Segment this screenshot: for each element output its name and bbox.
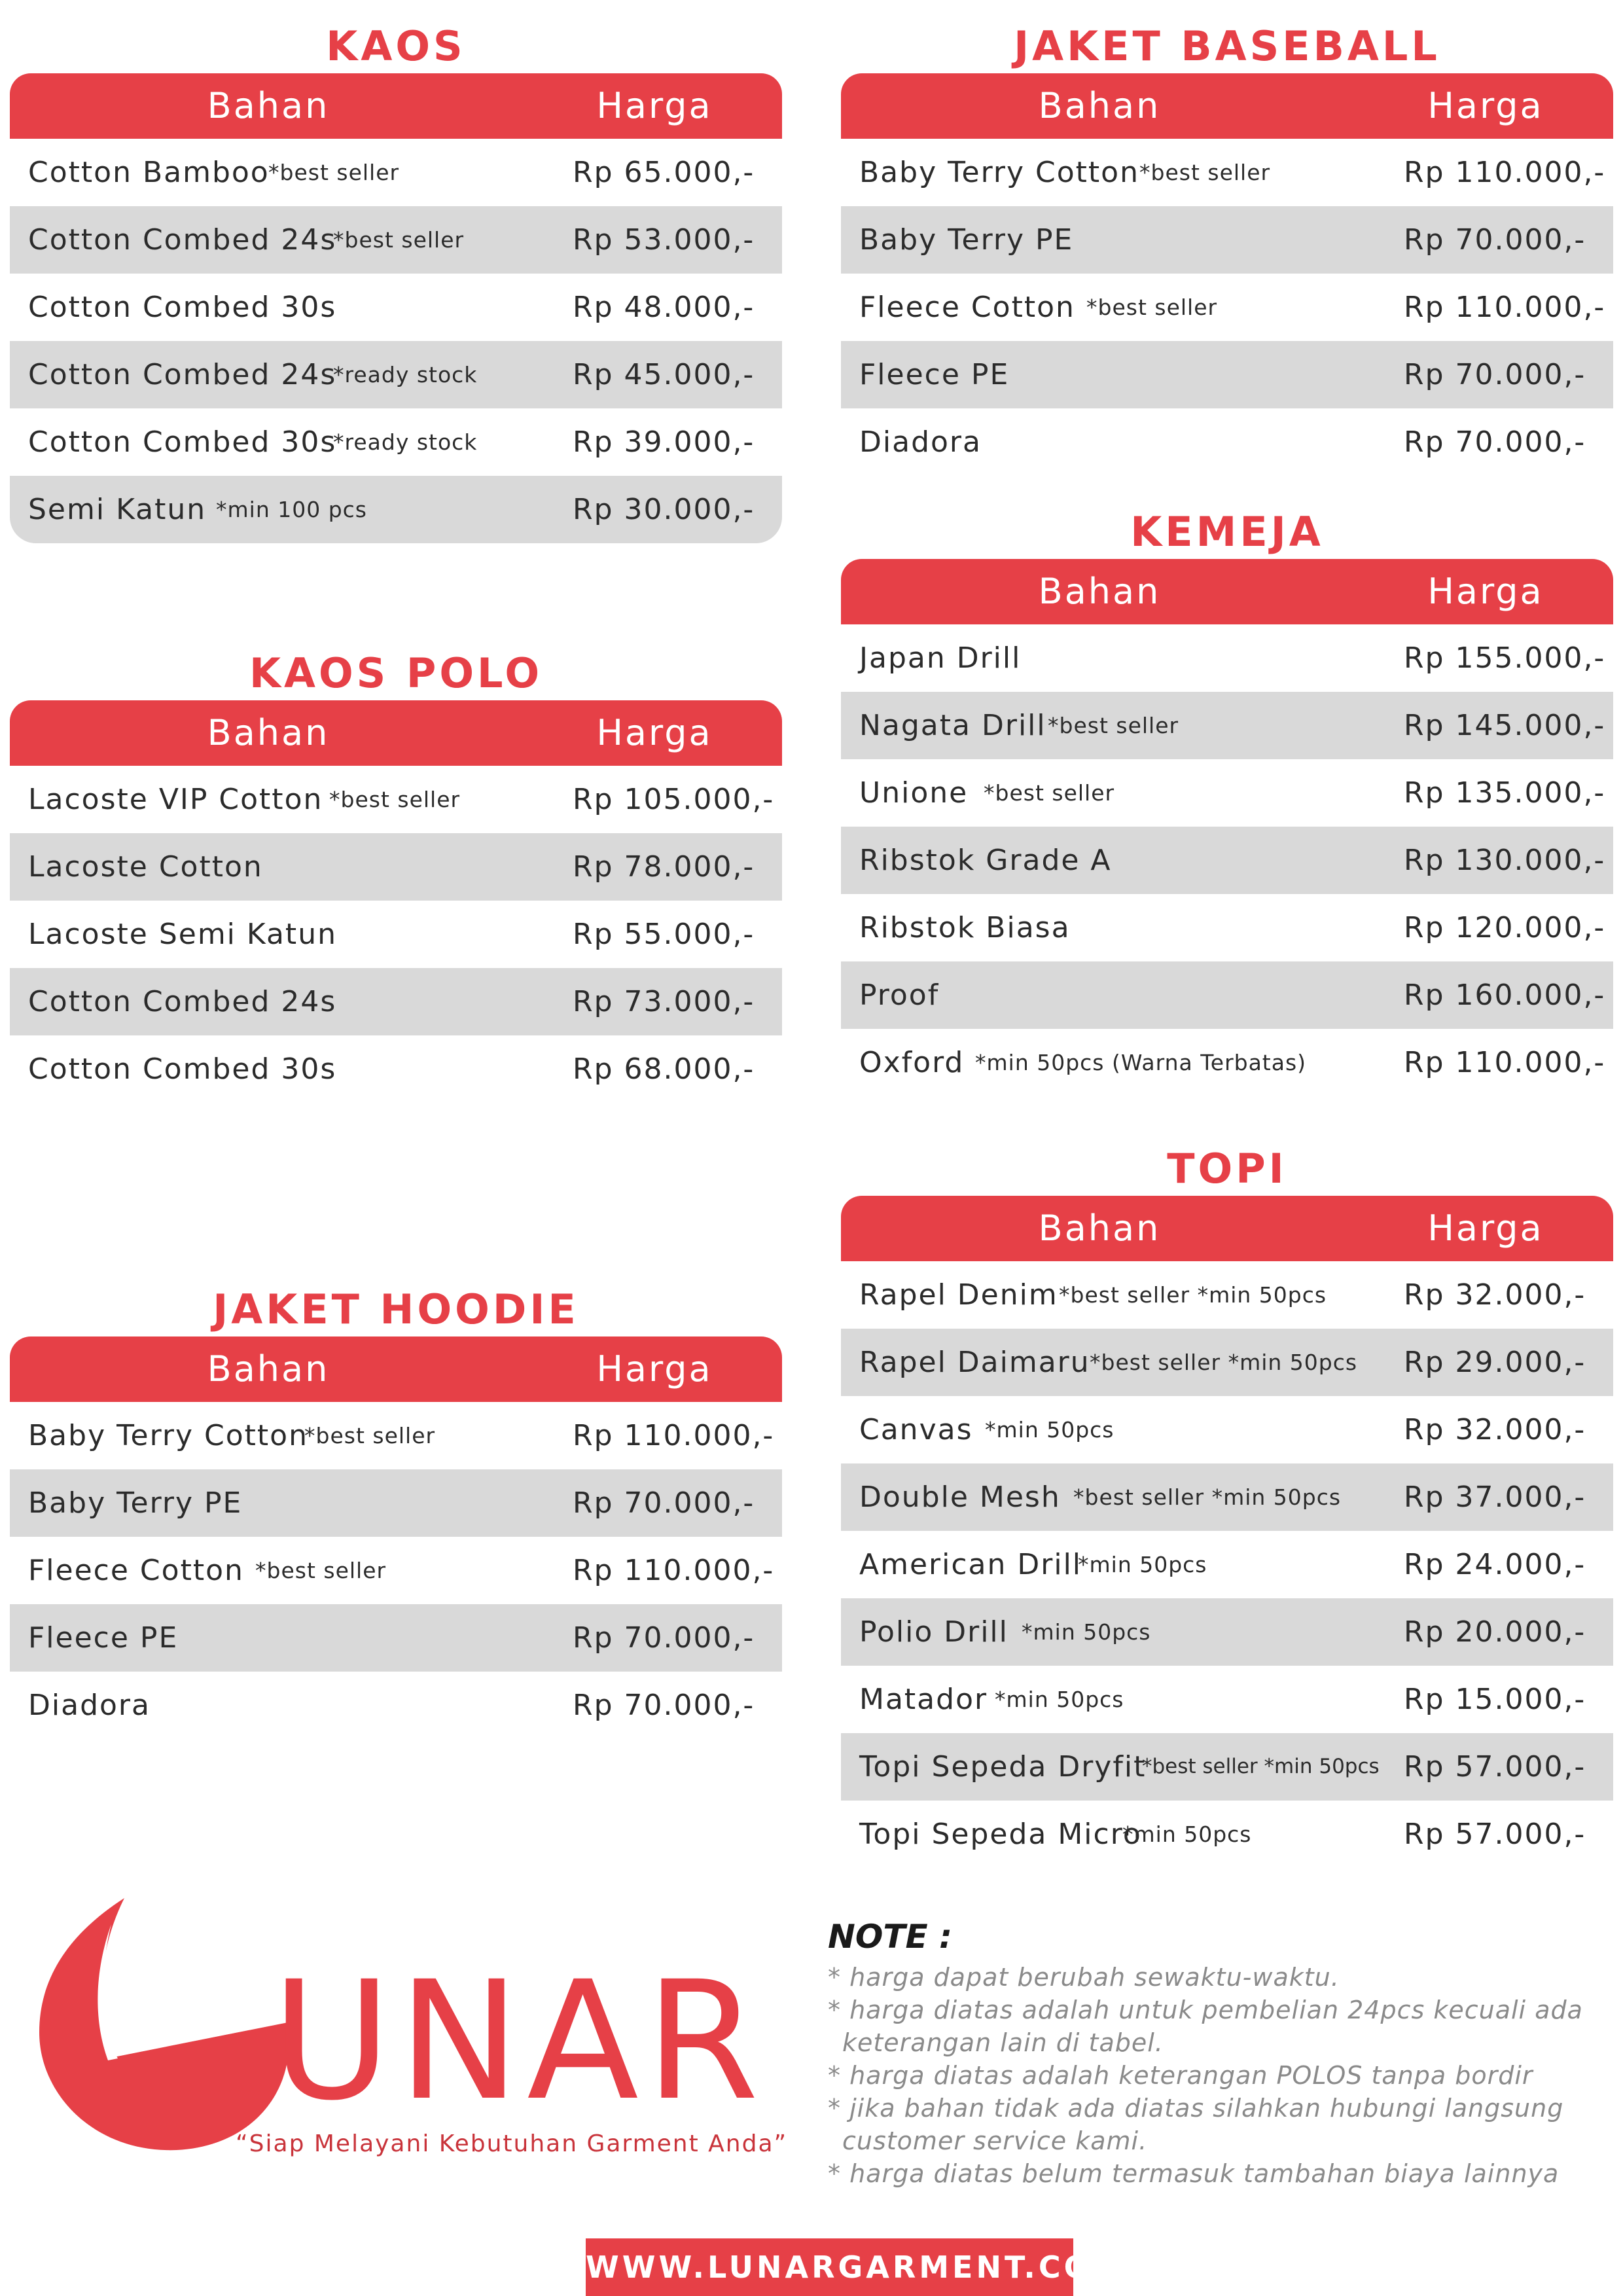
item-name: Oxford <box>859 1046 965 1079</box>
table-row <box>841 1029 1613 1096</box>
table-row <box>10 341 782 408</box>
header-harga: Harga <box>1427 1208 1544 1249</box>
header-bahan: Bahan <box>207 1348 330 1390</box>
item-note: *min 50pcs <box>995 1687 1124 1712</box>
item-price: Rp 78.000,- <box>573 850 755 884</box>
item-name: Cotton Combed 30s <box>28 1052 337 1086</box>
item-name: Polio Drill <box>859 1615 1008 1649</box>
table-row <box>841 1329 1613 1396</box>
item-price: Rp 32.000,- <box>1404 1278 1586 1312</box>
item-price: Rp 55.000,- <box>573 918 755 951</box>
item-name: Cotton Combed 30s <box>28 425 337 459</box>
item-price: Rp 120.000,- <box>1404 911 1606 944</box>
item-name: Cotton Combed 24s <box>28 358 337 391</box>
item-note: *min 50pcs <box>1122 1821 1252 1847</box>
logo-tagline: “Siap Melayani Kebutuhan Garment Anda” <box>236 2130 788 2157</box>
item-name: Baby Terry PE <box>859 223 1074 257</box>
item-price: Rp 70.000,- <box>573 1689 755 1722</box>
table-row <box>841 1463 1613 1531</box>
table-header <box>10 700 782 766</box>
item-note: *min 100 pcs <box>216 497 367 522</box>
item-price: Rp 29.000,- <box>1404 1346 1586 1379</box>
item-price: Rp 65.000,- <box>573 156 755 189</box>
table-row <box>10 274 782 341</box>
table-row <box>10 139 782 206</box>
item-note: *ready stock <box>333 429 478 455</box>
item-name: Japan Drill <box>859 641 1022 675</box>
item-name: Cotton Combed 24s <box>28 223 337 257</box>
item-price: Rp 45.000,- <box>573 358 755 391</box>
section-kaos <box>10 20 782 543</box>
section-title: KAOS <box>326 22 466 70</box>
table-row <box>841 624 1613 692</box>
item-name: Baby Terry Cotton <box>28 1419 308 1452</box>
item-price: Rp 30.000,- <box>573 493 755 526</box>
item-name: Ribstok Grade A <box>859 844 1112 877</box>
item-note: *best seller <box>255 1558 387 1583</box>
header-bahan: Bahan <box>207 712 330 753</box>
item-name: Fleece Cotton <box>859 291 1075 324</box>
table-row <box>10 1402 782 1469</box>
item-name: Cotton Combed 24s <box>28 985 337 1018</box>
item-price: Rp 24.000,- <box>1404 1548 1586 1581</box>
note-line: * harga dapat berubah sewaktu-waktu. <box>828 1963 1340 1992</box>
item-name: Lacoste VIP Cotton <box>28 783 323 816</box>
item-note: *best seller *min 50pcs <box>1142 1755 1380 1778</box>
item-price: Rp 53.000,- <box>573 223 755 257</box>
website-link[interactable]: WWW.LUNARGARMENT.COM <box>586 2238 1073 2296</box>
table-row <box>841 139 1613 206</box>
item-name: Fleece Cotton <box>28 1554 244 1587</box>
header-harga: Harga <box>596 85 713 126</box>
table-row <box>10 1604 782 1672</box>
header-harga: Harga <box>596 1348 713 1390</box>
item-note: *best seller <box>1086 295 1218 320</box>
item-price: Rp 160.000,- <box>1404 978 1606 1012</box>
item-name: Canvas <box>859 1413 973 1446</box>
item-price: Rp 70.000,- <box>1404 223 1586 257</box>
table-row <box>10 1469 782 1537</box>
header-harga: Harga <box>596 712 713 753</box>
table-row <box>10 766 782 833</box>
item-name: Proof <box>859 978 940 1012</box>
header-bahan: Bahan <box>1038 85 1161 126</box>
item-price: Rp 37.000,- <box>1404 1480 1586 1514</box>
note-line: customer service kami. <box>842 2126 1148 2155</box>
section-title: JAKET HOODIE <box>213 1285 579 1333</box>
item-name: Baby Terry Cotton <box>859 156 1139 189</box>
item-price: Rp 48.000,- <box>573 291 755 324</box>
table-row <box>10 901 782 968</box>
item-note: *best seller *min 50pcs <box>1073 1484 1342 1510</box>
table-row <box>841 1666 1613 1733</box>
table-row <box>841 1733 1613 1801</box>
item-name: Ribstok Biasa <box>859 911 1071 944</box>
item-price: Rp 32.000,- <box>1404 1413 1586 1446</box>
item-name: Rapel Denim <box>859 1278 1058 1312</box>
header-bahan: Bahan <box>1038 571 1161 612</box>
item-note: *min 50pcs <box>1022 1619 1151 1645</box>
item-name: Lacoste Cotton <box>28 850 263 884</box>
table-row <box>10 476 782 543</box>
section-jaket-hoodie <box>10 1283 782 1739</box>
table-header <box>10 73 782 139</box>
item-note: *best seller *min 50pcs <box>1059 1282 1327 1308</box>
table-row <box>841 961 1613 1029</box>
table-row <box>841 1531 1613 1598</box>
table-header <box>841 559 1613 624</box>
note-line: * jika bahan tidak ada diatas silahkan hubungi langsung <box>828 2094 1564 2123</box>
item-price: Rp 145.000,- <box>1404 709 1606 742</box>
table-header <box>841 1196 1613 1261</box>
table-row <box>841 274 1613 341</box>
table-row <box>10 968 782 1035</box>
table-row <box>841 1261 1613 1329</box>
section-kemeja <box>841 505 1613 1096</box>
table-row <box>841 692 1613 759</box>
item-price: Rp 105.000,- <box>573 783 775 816</box>
item-name: Diadora <box>28 1689 151 1722</box>
item-name: Cotton Bamboo <box>28 156 270 189</box>
section-kaos-polo <box>10 647 782 1103</box>
item-name: Unione <box>859 776 969 810</box>
item-note: *best seller <box>268 160 400 185</box>
table-row <box>841 1598 1613 1666</box>
table-header <box>10 1336 782 1402</box>
item-name: Nagata Drill <box>859 709 1046 742</box>
item-name: Diadora <box>859 425 982 459</box>
item-price: Rp 135.000,- <box>1404 776 1606 810</box>
item-name: Cotton Combed 30s <box>28 291 337 324</box>
table-row <box>841 206 1613 274</box>
item-note: *best seller <box>984 780 1115 806</box>
item-price: Rp 110.000,- <box>573 1554 775 1587</box>
item-name: Semi Katun <box>28 493 207 526</box>
item-note: *min 50pcs <box>1078 1552 1207 1577</box>
section-title: KEMEJA <box>1130 508 1324 556</box>
table-row <box>10 1035 782 1103</box>
table-row <box>841 1801 1613 1868</box>
header-harga: Harga <box>1427 571 1544 612</box>
item-note: *ready stock <box>333 362 478 387</box>
table-row <box>10 1672 782 1739</box>
table-row <box>841 1396 1613 1463</box>
item-price: Rp 15.000,- <box>1404 1683 1586 1716</box>
table-header <box>841 73 1613 139</box>
item-price: Rp 70.000,- <box>1404 358 1586 391</box>
table-row <box>10 206 782 274</box>
item-price: Rp 70.000,- <box>573 1486 755 1520</box>
item-name: Topi Sepeda Micro <box>859 1818 1142 1851</box>
header-harga: Harga <box>1427 85 1544 126</box>
table-row <box>841 759 1613 827</box>
note-line: * harga diatas adalah keterangan POLOS tanpa bordir <box>828 2061 1533 2090</box>
item-price: Rp 110.000,- <box>1404 156 1606 189</box>
item-note: *best seller <box>1139 160 1271 185</box>
table-row <box>10 833 782 901</box>
item-name: Rapel Daimaru <box>859 1346 1090 1379</box>
item-price: Rp 57.000,- <box>1404 1818 1586 1851</box>
table-row <box>841 341 1613 408</box>
header-bahan: Bahan <box>207 85 330 126</box>
item-price: Rp 57.000,- <box>1404 1750 1586 1784</box>
item-price: Rp 110.000,- <box>1404 291 1606 324</box>
item-note: *best seller <box>1048 713 1179 738</box>
table-row <box>841 408 1613 476</box>
section-jaket-baseball <box>841 20 1613 476</box>
item-note: *best seller *min 50pcs <box>1090 1350 1358 1375</box>
item-name: Fleece PE <box>859 358 1010 391</box>
header-bahan: Bahan <box>1038 1208 1161 1249</box>
table-row <box>841 827 1613 894</box>
item-name: Fleece PE <box>28 1621 179 1655</box>
item-note: *min 50pcs <box>985 1417 1115 1443</box>
item-note: *best seller <box>333 227 465 253</box>
section-title: KAOS POLO <box>249 649 543 697</box>
item-name: American Drill <box>859 1548 1082 1581</box>
item-name: Lacoste Semi Katun <box>28 918 337 951</box>
section-topi <box>841 1142 1613 1868</box>
item-price: Rp 70.000,- <box>1404 425 1586 459</box>
table-row <box>10 408 782 476</box>
svg-text:UNAR: UNAR <box>272 1946 766 2136</box>
item-note: *min 50pcs (Warna Terbatas) <box>975 1050 1307 1075</box>
item-price: Rp 130.000,- <box>1404 844 1606 877</box>
item-name: Topi Sepeda Dryfit <box>859 1750 1147 1784</box>
item-note: *best seller <box>329 787 461 812</box>
item-name: Matador <box>859 1683 988 1716</box>
note-line: keterangan lain di tabel. <box>842 2028 1164 2057</box>
item-price: Rp 73.000,- <box>573 985 755 1018</box>
item-price: Rp 70.000,- <box>573 1621 755 1655</box>
item-price: Rp 155.000,- <box>1404 641 1606 675</box>
item-name: Baby Terry PE <box>28 1486 243 1520</box>
table-row <box>10 1537 782 1604</box>
item-price: Rp 110.000,- <box>573 1419 775 1452</box>
note-line: * harga diatas belum termasuk tambahan biaya lainnya <box>828 2159 1560 2188</box>
item-price: Rp 39.000,- <box>573 425 755 459</box>
section-title: JAKET BASEBALL <box>1014 22 1440 70</box>
table-row <box>841 894 1613 961</box>
item-price: Rp 68.000,- <box>573 1052 755 1086</box>
section-title: TOPI <box>1167 1145 1287 1193</box>
item-price: Rp 20.000,- <box>1404 1615 1586 1649</box>
item-name: Double Mesh <box>859 1480 1061 1514</box>
item-note: *best seller <box>304 1423 436 1448</box>
notes-block <box>828 1918 1613 2190</box>
notes-title: NOTE : <box>828 1918 953 1956</box>
item-price: Rp 110.000,- <box>1404 1046 1606 1079</box>
note-line: * harga diatas adalah untuk pembelian 24pcs kecuali ada <box>828 1996 1583 2024</box>
